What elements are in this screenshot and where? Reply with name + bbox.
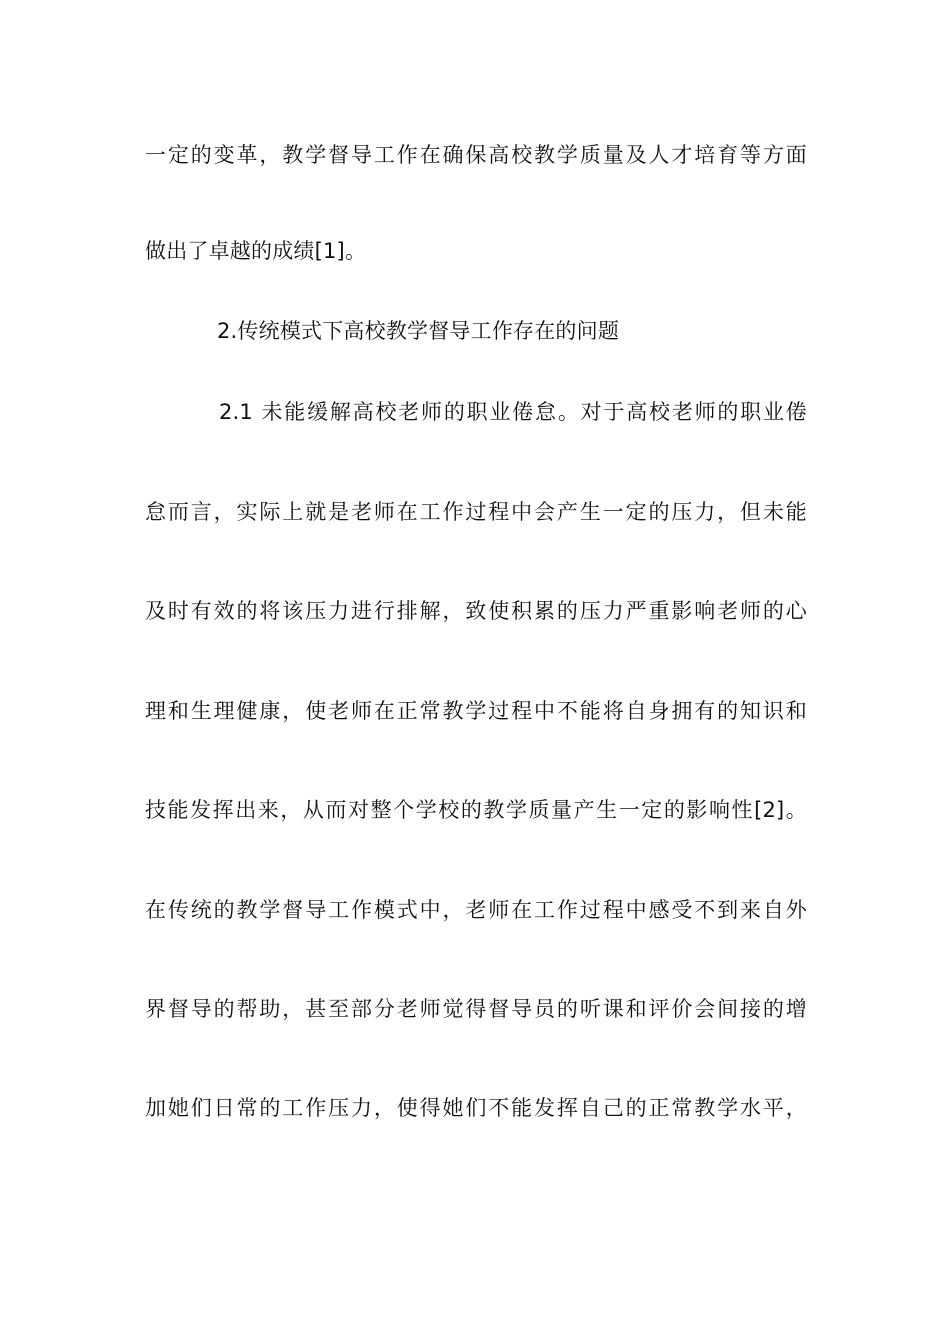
paragraph-line-10: 界督导的帮助，甚至部分老师觉得督导员的听课和评价会间接的增 — [145, 997, 807, 1021]
paragraph-line-6: 及时有效的将该压力进行排解，致使积累的压力严重影响老师的心 — [145, 599, 807, 623]
section-heading: 2.传统模式下高校教学督导工作存在的问题 — [217, 319, 620, 343]
paragraph-line-2: 做出了卓越的成绩[1]。 — [145, 239, 367, 263]
paragraph-line-8: 技能发挥出来，从而对整个学校的教学质量产生一定的影响性[2]。 — [145, 798, 807, 822]
paragraph-line-9: 在传统的教学督导工作模式中，老师在工作过程中感受不到来自外 — [145, 898, 807, 922]
subsection-first-line: 2.1 未能缓解高校老师的职业倦怠。对于高校老师的职业倦 — [219, 400, 807, 424]
paragraph-line-7: 理和生理健康，使老师在正常教学过程中不能将自身拥有的知识和 — [145, 699, 807, 723]
paragraph-line-1: 一定的变革，教学督导工作在确保高校教学质量及人才培育等方面 — [145, 143, 807, 167]
paragraph-line-11: 加她们日常的工作压力，使得她们不能发挥自己的正常教学水平， — [145, 1096, 807, 1120]
paragraph-line-5: 怠而言，实际上就是老师在工作过程中会产生一定的压力，但未能 — [145, 500, 807, 524]
